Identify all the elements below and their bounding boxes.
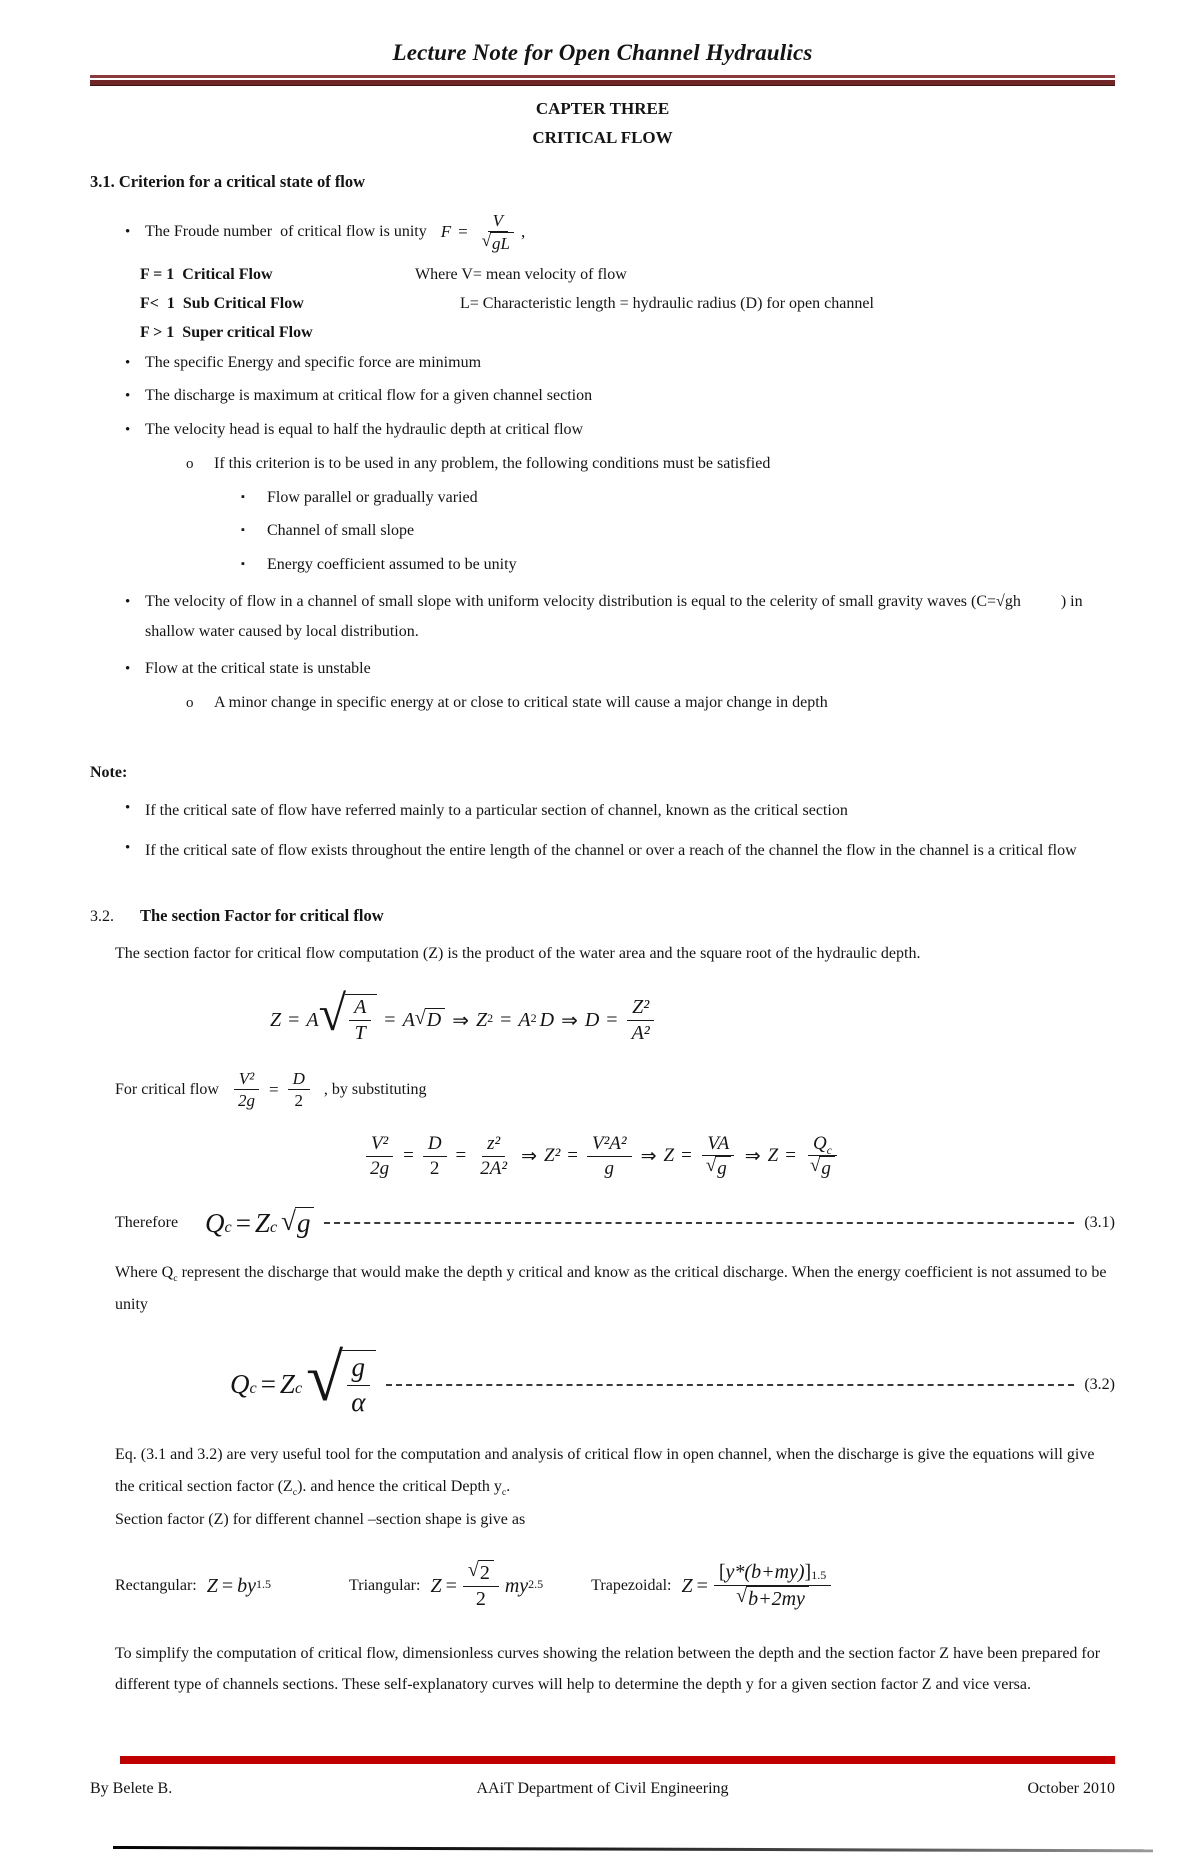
page-edge-artifact	[113, 1846, 1153, 1852]
where-qc-paragraph	[115, 1257, 1115, 1320]
math-token: =	[235, 1207, 251, 1238]
math-token: g	[295, 1207, 315, 1239]
froude-bullet-text	[145, 210, 1115, 255]
header-rule-thick	[90, 80, 1115, 86]
sqrt-symbol: √	[414, 1007, 426, 1030]
shape-label: Triangular:	[349, 1577, 421, 1595]
math-token: =	[696, 1574, 708, 1597]
footer-department: AAiT Department of Civil Engineering	[476, 1780, 729, 1797]
square-bullet-text: Flow parallel or gradually varied	[267, 488, 478, 506]
radical	[415, 1008, 445, 1032]
paragraph-text: Where Q	[115, 1264, 174, 1282]
math-token: b+2my	[746, 1586, 809, 1612]
section-factor-equation	[270, 985, 1115, 1046]
math-token: 2	[294, 1091, 303, 1111]
bullet-text: Flow at the critical state is unstable	[145, 659, 371, 677]
flow-condition-note	[415, 324, 1115, 342]
sqrt-symbol: √	[809, 1155, 821, 1177]
equation-number: (3.1)	[1084, 1214, 1115, 1232]
math-token: 2g	[237, 1091, 255, 1111]
square-bullet-icon	[241, 519, 267, 544]
implies-arrow: ⇒	[452, 1009, 469, 1032]
math-token: y*(b+my)	[725, 1561, 805, 1584]
shape-label: Trapezoidal:	[591, 1577, 672, 1595]
math-token: Z²	[544, 1145, 561, 1167]
froude-formula	[441, 210, 526, 255]
radical	[468, 1560, 494, 1586]
bullet-item	[90, 418, 1115, 443]
fraction	[714, 1560, 831, 1612]
square-bullet-icon	[241, 486, 267, 511]
triangular-shape-formula	[349, 1560, 543, 1612]
math-token: Z	[430, 1574, 442, 1597]
math-token: by	[237, 1574, 257, 1597]
substitution-equation-chain	[90, 1132, 1115, 1182]
flow-condition: F< 1 Sub Critical Flow	[140, 294, 304, 312]
equation-3-1	[205, 1207, 314, 1239]
equation-3-2	[230, 1339, 376, 1420]
page-title: Lecture Note for Open Channel Hydraulics	[392, 40, 813, 65]
math-token: g	[347, 1351, 371, 1386]
square-bullet-icon	[241, 553, 267, 578]
fraction	[346, 1351, 370, 1420]
radical	[810, 1156, 835, 1181]
section-3-1-heading: 3.1. Criterion for a critical state of flow	[90, 172, 366, 191]
math-token: V²	[366, 1132, 393, 1157]
math-token: Q	[205, 1207, 225, 1238]
flow-condition: F = 1 Critical Flow	[140, 265, 273, 283]
math-token	[342, 1350, 376, 1420]
dotted-leader	[324, 1222, 1074, 1224]
froude-intro-text: The Froude number of critical flow is unity	[145, 222, 427, 240]
math-token: g	[715, 1156, 731, 1181]
footer-date: October 2010	[1027, 1780, 1115, 1797]
math-token: A²	[631, 1021, 650, 1044]
fraction	[475, 1132, 512, 1181]
math-token: =	[500, 1008, 512, 1031]
flow-condition: F > 1 Super critical Flow	[140, 323, 313, 341]
fraction	[349, 995, 371, 1046]
math-token: A	[402, 1008, 415, 1031]
sub-bullet-text: A minor change in specific energy at or close to critical state will cause a major change in depth	[214, 693, 828, 711]
math-token: D	[539, 1008, 555, 1031]
math-token: [	[718, 1561, 726, 1584]
flow-conditions	[90, 266, 1115, 342]
triangular-formula	[430, 1560, 543, 1612]
math-token: D	[288, 1068, 310, 1090]
equation-3-1-row	[90, 1207, 1115, 1239]
implies-arrow: ⇒	[561, 1009, 578, 1032]
math-token: Z	[254, 1207, 270, 1238]
math-token	[701, 1156, 736, 1181]
section-intro: The section factor for critical flow computation (Z) is the product of the water area and the square root of the hydraulic depth.	[115, 945, 921, 963]
math-token: g	[819, 1156, 835, 1181]
rectangular-shape-formula	[115, 1575, 271, 1598]
critical-flow-formula	[231, 1068, 312, 1112]
radical	[706, 1156, 731, 1181]
math-token: =	[221, 1574, 234, 1597]
math-token: 2A²	[480, 1157, 508, 1179]
math-token	[808, 1132, 837, 1157]
math-token: V	[488, 210, 508, 232]
math-token: =	[445, 1574, 457, 1597]
math-token: ,	[521, 222, 526, 242]
paragraph-text: represent the discharge that would make the depth y critical and know as the critical discharge. When the energy coefficient is not assumed to be unity	[115, 1264, 1107, 1313]
fraction	[477, 210, 519, 255]
bullet-icon	[125, 384, 145, 409]
math-token: =	[288, 1008, 300, 1031]
therefore-label: Therefore	[115, 1214, 179, 1232]
equations-usage-paragraph	[115, 1439, 1115, 1502]
sub-bullet-text: If this criterion is to be used in any problem, the following conditions must be satisfied	[214, 454, 771, 472]
equation-3-2-row	[90, 1339, 1115, 1420]
froude-bullet-item	[90, 210, 1115, 255]
note-text: If the critical sate of flow have referred mainly to a particular section of channel, known as the critical section	[145, 802, 848, 820]
dotted-leader	[386, 1384, 1074, 1386]
math-token: D	[584, 1008, 600, 1031]
math-token: Z	[270, 1008, 282, 1031]
math-token	[714, 1560, 831, 1586]
sqrt-symbol: √	[467, 1559, 479, 1582]
square-bullet-item	[90, 486, 1115, 511]
critical-flow-line	[115, 1068, 1115, 1112]
bullet-text: The specific Energy and specific force are minimum	[145, 353, 482, 371]
sqrt-symbol: √	[705, 1155, 717, 1177]
bullet-icon	[125, 796, 145, 826]
flow-condition-row	[90, 295, 1115, 313]
math-token: =	[403, 1145, 414, 1167]
math-token: Z	[767, 1145, 779, 1167]
section-3-2-heading-row	[90, 906, 1115, 926]
section-3-2-heading: The section Factor for critical flow	[140, 906, 384, 926]
note-block	[90, 759, 1115, 866]
fraction	[805, 1132, 840, 1182]
math-token: 1.5	[811, 1568, 827, 1583]
math-token: c	[826, 1145, 832, 1158]
chapter-heading: CAPTER THREE	[535, 99, 670, 118]
math-token: T	[354, 1022, 366, 1045]
math-token: Q	[813, 1132, 827, 1154]
circle-bullet-icon	[186, 691, 214, 716]
math-token: z²	[482, 1132, 505, 1157]
subscript: c	[292, 1486, 298, 1498]
flow-condition-row	[90, 324, 1115, 342]
sub-bullet-item	[90, 452, 1115, 477]
footer-rule	[120, 1756, 1115, 1764]
circle-bullet-icon	[186, 452, 214, 477]
fraction	[463, 1560, 499, 1612]
paragraph-text: Eq. (3.1 and 3.2) are very useful tool for the computation and analysis of critical flow in open channel, when the discharge is give the equations will give the critical section factor (Z	[115, 1446, 1095, 1495]
rectangular-formula	[207, 1575, 271, 1598]
bullet-item	[90, 384, 1115, 409]
radical	[736, 1586, 809, 1612]
subscript: c	[173, 1273, 178, 1285]
bullet-text: The velocity head is equal to half the hydraulic depth at critical flow	[145, 421, 584, 439]
paragraph-text: ). and hence the critical Depth y	[297, 1477, 502, 1495]
math-token: D	[425, 1008, 445, 1032]
math-token: F	[440, 222, 452, 242]
math-token: =	[384, 1008, 396, 1031]
note-text: If the critical sate of flow exists throughout the entire length of the channel or over a reach of the channel the flow in the channel is a critical flow	[145, 841, 1077, 859]
math-token: c	[224, 1217, 232, 1236]
math-token: α	[351, 1386, 366, 1417]
fraction	[233, 1068, 260, 1112]
math-token: Q	[230, 1369, 250, 1400]
sqrt-symbol: √	[306, 1339, 344, 1415]
section-factor-shapes-intro: Section factor (Z) for different channel –section shape is give as	[115, 1511, 526, 1529]
math-token	[805, 1156, 840, 1181]
square-bullet-item	[90, 553, 1115, 578]
math-token: c	[269, 1217, 278, 1236]
square-bullet-text: Channel of small slope	[267, 522, 415, 540]
header-rule	[90, 75, 1115, 86]
math-token: Z²	[627, 995, 654, 1021]
math-token: 2.5	[528, 1576, 544, 1591]
implies-arrow: ⇒	[744, 1145, 761, 1167]
bullet-item	[90, 351, 1115, 376]
paragraph-text: .	[506, 1477, 511, 1495]
math-token: 2	[475, 1588, 486, 1611]
math-token: =	[567, 1145, 578, 1167]
math-token: 2	[429, 1157, 440, 1179]
trapezoidal-formula	[681, 1560, 833, 1612]
flow-condition-note: L= Characteristic length = hydraulic radius (D) for open channel	[460, 294, 874, 312]
math-token: Z	[681, 1574, 693, 1597]
chapter-subtitle: CRITICAL FLOW	[532, 128, 673, 147]
page-footer	[90, 1780, 1115, 1798]
math-token: c	[294, 1379, 303, 1398]
radical	[482, 232, 514, 254]
sub-bullet-item	[90, 691, 1115, 716]
shape-label: Rectangular:	[115, 1577, 197, 1595]
bullet-icon	[125, 587, 145, 648]
math-token: Z	[476, 1008, 488, 1031]
critical-flow-post: , by substituting	[323, 1080, 427, 1098]
math-token: 2	[487, 1010, 494, 1025]
square-bullet-item	[90, 519, 1115, 544]
math-token: 2	[530, 1010, 537, 1025]
flow-condition-row	[90, 266, 1115, 284]
math-token: A	[518, 1008, 531, 1031]
footer-author: By Belete B.	[90, 1780, 173, 1797]
bullet-text: The discharge is maximum at critical flow for a given channel section	[145, 387, 593, 405]
bullet-icon	[125, 657, 145, 682]
bullet-item	[90, 657, 1115, 682]
trapezoidal-shape-formula	[591, 1560, 833, 1612]
implies-arrow: ⇒	[640, 1145, 657, 1167]
math-token: =	[268, 1079, 279, 1099]
math-token: D	[423, 1132, 447, 1157]
math-token	[345, 994, 377, 1046]
math-token: 2g	[370, 1157, 390, 1179]
fraction	[288, 1068, 310, 1112]
math-token: c	[249, 1379, 257, 1398]
bullet-icon	[125, 220, 145, 245]
math-token: V²A²	[587, 1132, 632, 1157]
fraction	[587, 1132, 632, 1181]
implies-arrow: ⇒	[521, 1145, 537, 1167]
bullet-item	[90, 587, 1115, 648]
math-token: 1.5	[256, 1576, 272, 1591]
math-token: =	[606, 1008, 618, 1031]
math-token: A	[306, 1008, 319, 1031]
radical	[306, 1339, 376, 1420]
math-token: =	[260, 1369, 276, 1400]
math-token: A	[349, 995, 371, 1021]
math-token: VA	[702, 1132, 734, 1157]
radical	[281, 1207, 314, 1239]
bullet-text: The velocity of flow in a channel of small slope with uniform velocity distribution is equal to the celerity of small gravity waves (C=√gh ) in shallow water caused by local distribution.	[145, 593, 1087, 641]
math-token: =	[681, 1145, 692, 1167]
sqrt-symbol: √	[736, 1585, 748, 1608]
sqrt-symbol: √	[281, 1206, 296, 1237]
math-token: gL	[490, 232, 514, 254]
math-token: =	[455, 1145, 467, 1167]
math-token: my	[504, 1574, 529, 1597]
math-token: Z	[279, 1369, 295, 1400]
bullet-icon	[125, 351, 145, 376]
bullet-icon	[125, 836, 145, 866]
math-token	[731, 1586, 814, 1612]
math-token: Z	[206, 1574, 218, 1597]
closing-paragraph: To simplify the computation of critical flow, dimensionless curves showing the relation between the depth and the section factor Z have been prepared for different type of channels sections. These self-explanatory curves will help to determine the depth y for a given section factor Z and vice versa.	[115, 1645, 1101, 1694]
fraction	[365, 1132, 394, 1181]
math-token: g	[604, 1157, 615, 1179]
section-factor-shapes	[115, 1560, 1115, 1612]
math-token	[477, 232, 519, 254]
subscript: c	[501, 1486, 507, 1498]
math-token: =	[458, 222, 468, 242]
fraction	[701, 1132, 736, 1182]
note-item	[90, 836, 1115, 866]
flow-condition-note: Where V= mean velocity of flow	[415, 265, 627, 283]
math-token: ]	[804, 1561, 812, 1584]
fraction	[627, 995, 655, 1046]
note-label: Note:	[90, 764, 128, 782]
sqrt-symbol: √	[318, 985, 347, 1042]
math-token: =	[785, 1145, 796, 1167]
sqrt-symbol: √	[481, 231, 492, 251]
equation-number: (3.2)	[1084, 1375, 1115, 1393]
bullet-icon	[125, 418, 145, 443]
math-token: 2	[478, 1560, 494, 1586]
radical	[318, 985, 378, 1046]
critical-flow-pre: For critical flow	[115, 1080, 219, 1098]
math-token: V²	[234, 1068, 259, 1090]
fraction	[423, 1132, 447, 1181]
square-bullet-text: Energy coefficient assumed to be unity	[267, 556, 517, 574]
section-number: 3.2.	[90, 908, 114, 926]
math-token	[463, 1560, 499, 1587]
math-token: Z	[663, 1145, 675, 1167]
note-item	[90, 796, 1115, 826]
